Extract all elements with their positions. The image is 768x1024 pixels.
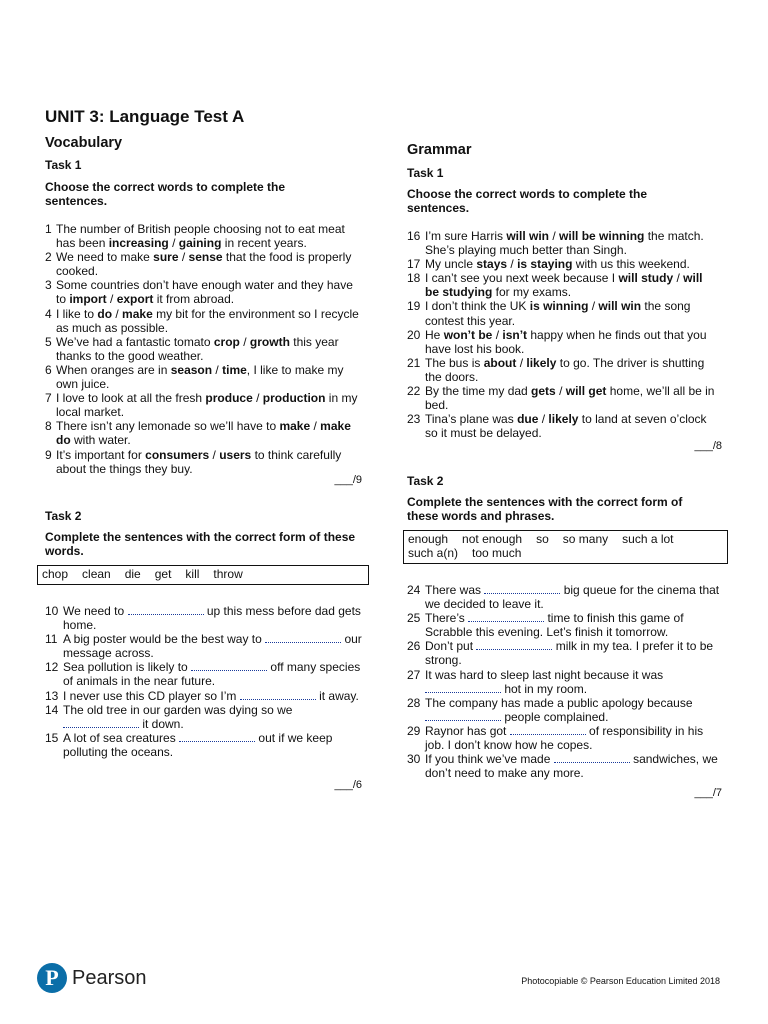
grammar-heading: Grammar xyxy=(407,142,472,158)
question-number: 26 xyxy=(407,639,421,654)
question-text: I’m sure Harris will win / will be winning the match. She’s playing much better than Singh. xyxy=(425,229,704,258)
question-number: 20 xyxy=(407,327,421,342)
question-item xyxy=(45,448,363,476)
grammar-task2-instruction: Complete the sentences with the correct form of these words and phrases. xyxy=(407,495,683,523)
question-item xyxy=(45,335,363,363)
answer-blank[interactable] xyxy=(191,661,267,671)
question-number: 17 xyxy=(407,257,421,272)
word-option: so xyxy=(536,532,549,546)
vocab-task1-label: Task 1 xyxy=(45,158,82,172)
question-item xyxy=(45,278,363,306)
word-option: such a lot xyxy=(622,532,674,546)
vocabulary-heading: Vocabulary xyxy=(45,135,123,151)
question-text: We need to up this mess before dad gets home. xyxy=(63,604,361,633)
question-text: The number of British people choosing not to eat meat has been increasing / gaining in recent years. xyxy=(56,222,345,251)
question-number: 25 xyxy=(407,611,421,626)
question-number: 30 xyxy=(407,752,421,767)
word-option: die xyxy=(124,567,141,581)
copyright-notice: Photocopiable © Pearson Education Limited 2018 xyxy=(521,976,720,986)
question-number: 7 xyxy=(45,391,52,406)
question-item xyxy=(407,271,719,299)
vocab-task2-score: ___/6 xyxy=(334,779,362,791)
question-text: Sea pollution is likely to off many species of animals in the near future. xyxy=(63,660,361,689)
grammar-task1-score: ___/8 xyxy=(694,440,722,452)
pearson-logo-icon: P xyxy=(37,963,67,993)
answer-blank[interactable] xyxy=(179,732,255,742)
question-text: When oranges are in season / time, I like to make my own juice. xyxy=(56,362,344,392)
question-number: 28 xyxy=(407,695,421,710)
question-item xyxy=(407,257,719,271)
question-item xyxy=(407,752,722,780)
question-number: 6 xyxy=(45,362,52,377)
question-item xyxy=(407,611,722,639)
word-option: clean xyxy=(82,567,111,581)
question-text: I like to do / make my bit for the environment so I recycle as much as possible. xyxy=(56,306,359,335)
question-number: 9 xyxy=(45,447,52,462)
question-item xyxy=(45,703,363,731)
question-number: 21 xyxy=(407,355,421,370)
question-text: I can’t see you next week because I will study / will be studying for my exams. xyxy=(425,271,703,300)
question-text: A lot of sea creatures out if we keep polluting the oceans. xyxy=(63,730,333,759)
question-item xyxy=(407,356,719,384)
grammar-task1-list xyxy=(407,229,719,440)
word-option: get xyxy=(154,567,172,581)
word-option: chop xyxy=(42,567,69,581)
question-text: There’s time to finish this game of Scrabble this evening. Let’s finish it tomorrow. xyxy=(425,611,684,640)
answer-blank[interactable] xyxy=(63,718,139,728)
question-item xyxy=(45,250,363,278)
question-number: 23 xyxy=(407,412,421,427)
word-option: kill xyxy=(185,567,200,581)
question-item xyxy=(45,604,363,632)
grammar-task1-label: Task 1 xyxy=(407,166,444,180)
question-text: There isn’t any lemonade so we’ll have to make / make do with water. xyxy=(56,419,351,448)
vocab-task1-score: ___/9 xyxy=(334,474,362,486)
question-item xyxy=(407,696,722,724)
question-text: I never use this CD player so I’m it away. xyxy=(63,688,359,703)
vocab-word-box xyxy=(37,565,369,585)
question-item xyxy=(45,391,363,419)
word-option: throw xyxy=(213,567,243,581)
question-text: He won’t be / isn’t happy when he finds out that you have lost his book. xyxy=(425,327,707,356)
question-item xyxy=(45,363,363,391)
question-text: By the time my dad gets / will get home, we’ll all be in bed. xyxy=(425,384,715,413)
vocab-task2-list xyxy=(45,604,363,759)
question-item xyxy=(407,583,722,611)
page-title: UNIT 3: Language Test A xyxy=(45,107,245,126)
question-item xyxy=(45,689,363,703)
question-item xyxy=(407,328,719,356)
vocab-task1-instruction: Choose the correct words to complete the sentences. xyxy=(45,180,286,208)
question-number: 8 xyxy=(45,419,52,434)
grammar-task2-label: Task 2 xyxy=(407,474,444,488)
word-option: so many xyxy=(562,532,609,546)
answer-blank[interactable] xyxy=(468,612,544,622)
question-text: The company has made a public apology because people complained. xyxy=(425,695,693,724)
question-text: We’ve had a fantastic tomato crop / growth this year thanks to the good weather. xyxy=(56,334,339,363)
question-text: Raynor has got of responsibility in his job. I don’t know how he copes. xyxy=(425,723,704,753)
vocab-task2-instruction: Complete the sentences with the correct form of these words. xyxy=(45,530,356,558)
question-text: A big poster would be the best way to our message across. xyxy=(63,632,362,661)
question-text: Some countries don’t have enough water and they have to import / export it from abroad. xyxy=(56,278,353,307)
word-option: such a(n) xyxy=(408,546,459,560)
word-option: not enough xyxy=(462,532,523,546)
question-item xyxy=(407,384,719,412)
grammar-task1-instruction: Choose the correct words to complete the sentences. xyxy=(407,187,648,215)
question-number: 12 xyxy=(45,660,59,675)
question-item xyxy=(45,632,363,660)
grammar-task2-score: ___/7 xyxy=(694,787,722,799)
grammar-word-box xyxy=(403,530,728,564)
question-item xyxy=(407,639,722,667)
question-text: Don’t put milk in my tea. I prefer it to be strong. xyxy=(425,639,714,668)
question-number: 13 xyxy=(45,688,59,703)
question-number: 14 xyxy=(45,702,59,717)
word-option: enough xyxy=(408,532,449,546)
question-item xyxy=(45,307,363,335)
question-item xyxy=(407,229,719,257)
answer-blank[interactable] xyxy=(425,683,501,693)
question-number: 5 xyxy=(45,334,52,349)
question-number: 27 xyxy=(407,667,421,682)
question-item xyxy=(407,668,722,696)
question-text: It was hard to sleep last night because it was hot in my room. xyxy=(425,667,664,696)
question-item xyxy=(45,731,363,759)
question-item xyxy=(407,299,719,327)
vocab-task2-label: Task 2 xyxy=(45,509,82,523)
question-item xyxy=(45,419,363,447)
question-item xyxy=(407,412,719,440)
answer-blank[interactable] xyxy=(476,640,552,650)
question-text: Tina’s plane was due / likely to land at seven o’clock so it must be delayed. xyxy=(425,412,707,441)
question-number: 29 xyxy=(407,723,421,738)
question-text: I don’t think the UK is winning / will win the song contest this year. xyxy=(425,299,691,328)
answer-blank[interactable] xyxy=(425,711,501,721)
question-text: We need to make sure / sense that the food is properly cooked. xyxy=(56,250,352,279)
answer-blank[interactable] xyxy=(240,690,316,700)
question-number: 24 xyxy=(407,583,421,597)
answer-blank[interactable] xyxy=(554,753,630,763)
question-text: There was big queue for the cinema that we decided to leave it. xyxy=(425,583,720,612)
question-number: 1 xyxy=(45,222,52,236)
answer-blank[interactable] xyxy=(128,605,204,615)
question-text: I love to look at all the fresh produce / production in my local market. xyxy=(56,391,358,420)
question-text: My uncle stays / is staying with us this weekend. xyxy=(425,257,690,272)
question-number: 11 xyxy=(45,632,58,647)
answer-blank[interactable] xyxy=(265,633,341,643)
question-number: 4 xyxy=(45,306,52,321)
question-item xyxy=(45,222,363,250)
question-text: The old tree in our garden was dying so we it down. xyxy=(63,702,293,731)
question-number: 18 xyxy=(407,271,421,286)
question-number: 22 xyxy=(407,384,421,399)
vocab-task1-list xyxy=(45,222,363,476)
question-item xyxy=(407,724,722,752)
grammar-task2-list xyxy=(407,583,722,780)
question-number: 3 xyxy=(45,278,52,293)
question-number: 15 xyxy=(45,730,59,745)
question-number: 2 xyxy=(45,250,52,265)
question-text: If you think we’ve made sandwiches, we don’t need to make any more. xyxy=(425,752,718,781)
word-option: too much xyxy=(472,546,522,560)
question-number: 16 xyxy=(407,229,421,243)
question-text: It’s important for consumers / users to think carefully about the things they buy. xyxy=(56,447,342,476)
question-item xyxy=(45,660,363,688)
answer-blank[interactable] xyxy=(484,584,560,594)
pearson-logo xyxy=(37,963,147,993)
answer-blank[interactable] xyxy=(510,725,586,735)
question-number: 10 xyxy=(45,604,59,618)
question-text: The bus is about / likely to go. The driver is shutting the doors. xyxy=(425,355,705,384)
pearson-logo-text: Pearson xyxy=(72,966,147,989)
question-number: 19 xyxy=(407,299,421,314)
